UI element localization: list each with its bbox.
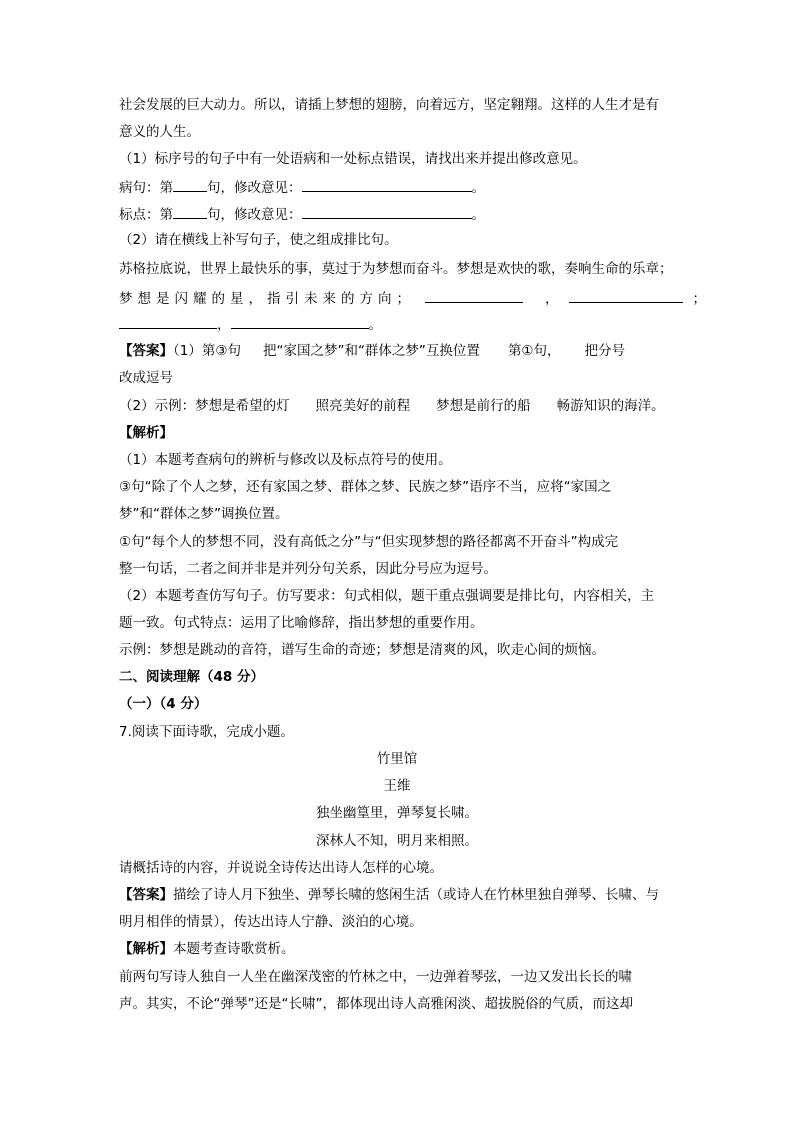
punct: 。 (471, 180, 485, 196)
punct: ， (545, 291, 559, 307)
analysis-label: 【解析】 (119, 425, 173, 441)
text-line: 示例：梦想是跳动的音符，谱写生命的奇迹；梦想是清爽的风，吹走心间的烦恼。 (119, 642, 605, 658)
answer-line (119, 342, 625, 360)
text: （2）示例：梦想是希望的灯 (119, 398, 290, 414)
text-line: 苏格拉底说，世界上最快乐的事，莫过于为梦想而奋斗。梦想是欢快的歌，奏响生命的乐章； (119, 261, 673, 277)
subsection-heading: （一）（4 分） (119, 696, 208, 712)
text-line: 梦”和“群体之梦”调换位置。 (119, 506, 289, 522)
analysis-line (119, 940, 295, 958)
revision-blank (302, 204, 472, 219)
answer-line (119, 886, 659, 904)
fill-blank-line (119, 288, 706, 308)
question-1-prompt: （1）标序号的句子中有一处语病和一处标点错误，请找出来并提出修改意见。 (119, 151, 587, 167)
sentence-number-blank (173, 177, 207, 192)
answer-blank (119, 314, 217, 329)
text: 梦想是前行的船 (436, 398, 531, 414)
answer-label: 【答案】 (119, 887, 173, 903)
text-line: （2）本题考查仿写句子。仿写要求：句式相似，题干重点强调要是排比句，内容相关，主 (119, 588, 655, 604)
answer-blank (231, 314, 369, 329)
text: 把分号 (584, 343, 626, 359)
text-line: 社会发展的巨大动力。所以，请插上梦想的翅膀，向着远方，坚定翱翔。这样的人生才是有 (119, 97, 659, 113)
question-7-prompt: 7.阅读下面诗歌，完成小题。 (119, 724, 294, 740)
text-line: 前两句写诗人独自一人坐在幽深茂密的竹林之中，一边弹着琴弦，一边又发出长长的啸 (119, 969, 632, 985)
text-line: 意义的人生。 (119, 124, 200, 140)
question-prompt: 请概括诗的内容，并说说全诗传达出诗人怎样的心境。 (119, 860, 443, 876)
section-heading: 二、阅读理解（48 分） (119, 669, 264, 685)
label: 标点：第 (119, 207, 173, 223)
answer-blank (425, 288, 523, 303)
sick-sentence-answer-line (119, 177, 485, 197)
text-line: 改成逗号 (119, 370, 173, 386)
text-line: （1）本题考查病句的辨析与修改以及标点符号的使用。 (119, 452, 452, 468)
label: 句，修改意见： (207, 180, 302, 196)
text: （1）第③句 (173, 343, 241, 359)
punct: 。 (368, 317, 382, 333)
answer-blank (569, 288, 683, 303)
text: 照亮美好的前程 (315, 398, 411, 414)
text: 第①句， (507, 343, 561, 359)
poem-line: 独坐幽篁里，弹琴复长啸。 (316, 805, 478, 821)
text: 本题考查诗歌赏析。 (173, 941, 295, 957)
punct: ； (692, 291, 706, 307)
punct: ， (217, 317, 231, 333)
analysis-label: 【解析】 (119, 941, 173, 957)
punctuation-answer-line (119, 204, 485, 224)
poem-author: 王维 (383, 778, 411, 794)
poem-line: 深林人不知，明月来相照。 (316, 833, 478, 849)
text: 梦想是闪耀的星，指引未来的方向； (119, 291, 415, 307)
text-line: ①句“每个人的梦想不同，没有高低之分”与“但实现梦想的路径都离不开奋斗”构成完 (119, 534, 619, 550)
text: 畅游知识的海洋。 (556, 398, 665, 414)
text-line: 题一致。句式特点：运用了比喻修辞，指出梦想的重要作用。 (119, 615, 484, 631)
fill-blank-line (119, 314, 382, 334)
text-line: 明月相伴的情景），传达出诗人宁静、淡泊的心境。 (119, 914, 423, 930)
text: 描绘了诗人月下独坐、弹琴长啸的悠闲生活（或诗人在竹林里独自弹琴、长啸、与 (173, 887, 659, 903)
label: 病句：第 (119, 180, 173, 196)
text: 把“家国之梦”和“群体之梦”互换位置 (262, 343, 480, 359)
revision-blank (302, 177, 472, 192)
text-line: ③句“除了个人之梦，还有家国之梦、群体之梦、民族之梦”语序不当，应将“家国之 (119, 479, 612, 495)
poem-title: 竹里馆 (376, 751, 418, 767)
sentence-number-blank (173, 204, 207, 219)
answer-example-line (119, 397, 665, 415)
question-2-prompt: （2）请在横线上补写句子，使之组成排比句。 (119, 232, 398, 248)
punct: 。 (471, 207, 485, 223)
answer-label: 【答案】 (119, 343, 173, 359)
text-line: 声。其实，不论“弹琴”还是“长啸”，都体现出诗人高雅闲淡、超拔脱俗的气质，而这却 (119, 996, 633, 1012)
text-line: 整一句话，二者之间并非是并列分句关系，因此分号应为逗号。 (119, 561, 497, 577)
label: 句，修改意见： (207, 207, 302, 223)
